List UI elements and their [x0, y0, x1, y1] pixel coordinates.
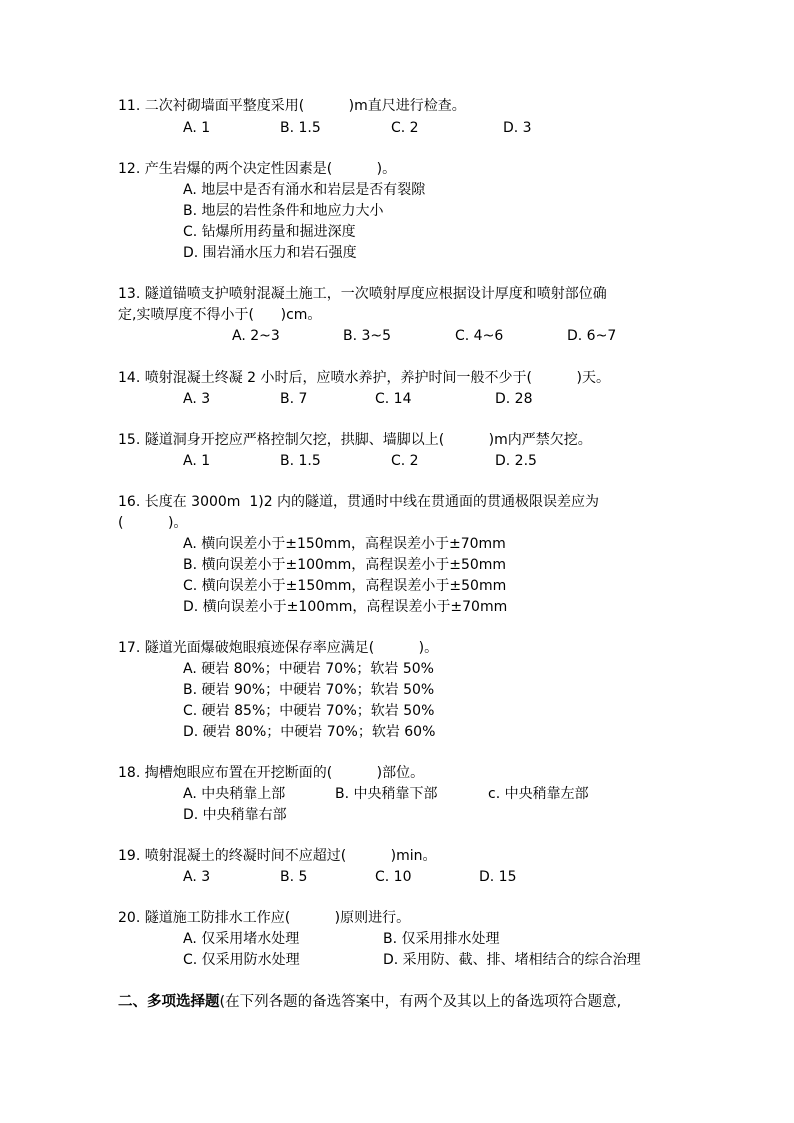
section-heading	[118, 992, 621, 1012]
option: B. 横向误差小于±100mm，高程误差小于±50mm	[183, 557, 507, 573]
option: D. 3	[503, 120, 532, 136]
option: D. 采用防、截、排、堵相结合的综合治理	[383, 952, 641, 968]
question-stem-continued: 定,实喷厚度不得小于( )cm。	[118, 307, 322, 323]
option: A. 2~3	[232, 328, 280, 344]
option: B. 7	[280, 391, 308, 407]
option: D. 围岩涌水压力和岩石强度	[183, 245, 357, 261]
question-stem: 11. 二次衬砌墙面平整度采用( )m直尺进行检查。	[118, 98, 466, 114]
option: A. 3	[183, 391, 211, 407]
option: C. 4~6	[455, 328, 504, 344]
option: D. 硬岩 80%；中硬岩 70%；软岩 60%	[183, 724, 436, 740]
option: A. 硬岩 80%；中硬岩 70%；软岩 50%	[183, 661, 434, 677]
option: A. 中央稍靠上部	[183, 786, 286, 802]
option: C. 钻爆所用药量和掘进深度	[183, 224, 356, 240]
question-stem: 18. 掏槽炮眼应布置在开挖断面的( )部位。	[118, 765, 425, 781]
option: C. 2	[391, 120, 419, 136]
option: B. 仅采用排水处理	[383, 931, 500, 947]
option: D. 6~7	[567, 328, 617, 344]
option: A. 3	[183, 869, 211, 885]
question-stem: 17. 隧道光面爆破炮眼痕迹保存率应满足( )。	[118, 640, 439, 656]
option: C. 2	[391, 453, 419, 469]
option: C. 硬岩 85%；中硬岩 70%；软岩 50%	[183, 703, 435, 719]
option: B. 1.5	[280, 453, 321, 469]
option: B. 3~5	[343, 328, 392, 344]
option: A. 横向误差小于±150mm，高程误差小于±70mm	[183, 536, 506, 552]
question-stem: 15. 隧道洞身开挖应严格控制欠挖，拱脚、墙脚以上( )m内严禁欠挖。	[118, 432, 592, 448]
option: c. 中央稍靠左部	[488, 786, 589, 802]
section-note: (在下列各题的备选答案中，有两个及其以上的备选项符合题意,	[219, 994, 622, 1010]
option: D. 2.5	[495, 453, 537, 469]
option: D. 中央稍靠右部	[183, 807, 287, 823]
question-stem: 20. 隧道施工防排水工作应( )原则进行。	[118, 910, 411, 926]
option: B. 硬岩 90%；中硬岩 70%；软岩 50%	[183, 682, 435, 698]
option: D. 28	[495, 391, 533, 407]
option: B. 1.5	[280, 120, 321, 136]
option: B. 5	[280, 869, 308, 885]
section-title: 二、多项选择题	[118, 994, 220, 1010]
option: D. 横向误差小于±100mm，高程误差小于±70mm	[183, 599, 508, 615]
option: D. 15	[479, 869, 517, 885]
question-stem: 16. 长度在 3000m 1)2 内的隧道，贯通时中线在贯通面的贯通极限误差应为	[118, 494, 600, 510]
question-stem: 19. 喷射混凝土的终凝时间不应超过( )min。	[118, 848, 437, 864]
question-stem-continued: ( )。	[118, 515, 188, 531]
option: A. 地层中是否有涌水和岩层是否有裂隙	[183, 182, 426, 198]
option: C. 仅采用防水处理	[183, 952, 300, 968]
question-stem: 12. 产生岩爆的两个决定性因素是( )。	[118, 161, 397, 177]
question-stem: 13. 隧道锚喷支护喷射混凝土施工，一次喷射厚度应根据设计厚度和喷射部位确	[118, 286, 607, 302]
option: C. 10	[375, 869, 412, 885]
option: A. 1	[183, 453, 211, 469]
option: A. 仅采用堵水处理	[183, 931, 300, 947]
option: B. 地层的岩性条件和地应力大小	[183, 203, 384, 219]
option: B. 中央稍靠下部	[335, 786, 438, 802]
question-stem: 14. 喷射混凝土终凝 2 小时后，应喷水养护，养护时间一般不少于( )天。	[118, 370, 610, 386]
option: C. 横向误差小于±150mm，高程误差小于±50mm	[183, 578, 507, 594]
option: A. 1	[183, 120, 211, 136]
option: C. 14	[375, 391, 412, 407]
